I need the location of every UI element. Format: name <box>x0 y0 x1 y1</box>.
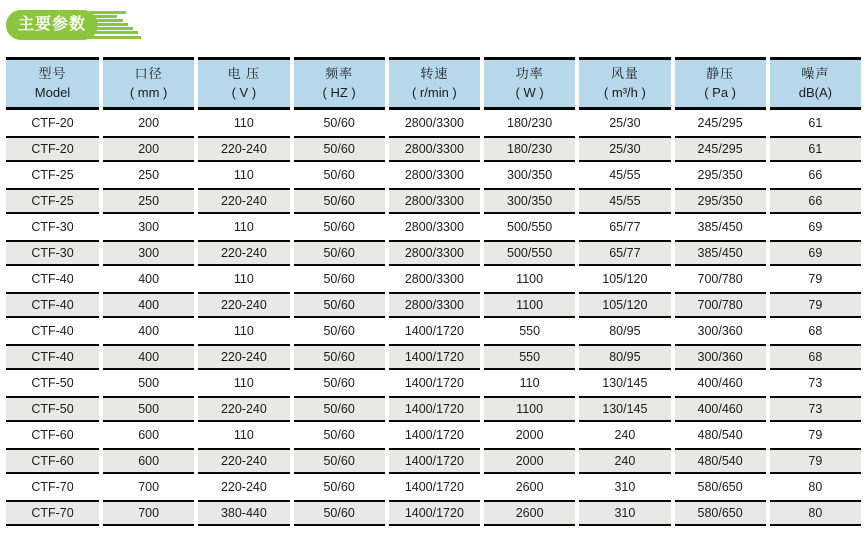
table-cell: 69 <box>770 214 861 240</box>
table-cell: 700 <box>103 474 194 500</box>
table-cell: 400 <box>103 318 194 344</box>
table-cell: 295/350 <box>675 162 766 188</box>
table-cell: 245/295 <box>675 110 766 136</box>
table-row <box>6 370 861 396</box>
column-name: 型号 <box>38 65 67 81</box>
table-cell: 2800/3300 <box>389 136 480 162</box>
table-cell: 73 <box>770 370 861 396</box>
table-cell: CTF-70 <box>6 500 99 526</box>
column-header-2 <box>198 57 289 110</box>
table-cell: 400/460 <box>675 396 766 422</box>
table-cell: 300/350 <box>484 162 575 188</box>
column-header-1 <box>103 57 194 110</box>
table-cell: 1100 <box>484 292 575 318</box>
table-cell: 1400/1720 <box>389 344 480 370</box>
table-cell: 600 <box>103 448 194 474</box>
table-cell: 50/60 <box>294 318 385 344</box>
table-cell: 550 <box>484 318 575 344</box>
table-row <box>6 500 861 526</box>
table-cell: 700 <box>103 500 194 526</box>
table-cell: 300/360 <box>675 318 766 344</box>
table-cell: 700/780 <box>675 266 766 292</box>
table-cell: 480/540 <box>675 422 766 448</box>
table-cell: 1400/1720 <box>389 500 480 526</box>
table-cell: 50/60 <box>294 240 385 266</box>
column-header-4 <box>389 57 480 110</box>
table-row <box>6 162 861 188</box>
table-cell: 50/60 <box>294 500 385 526</box>
table-cell: 110 <box>198 422 289 448</box>
table-cell: 180/230 <box>484 136 575 162</box>
table-cell: 385/450 <box>675 240 766 266</box>
table-cell: CTF-40 <box>6 292 99 318</box>
table-cell: 68 <box>770 318 861 344</box>
table-cell: 105/120 <box>579 266 670 292</box>
table-row <box>6 318 861 344</box>
table-row <box>6 474 861 500</box>
table-cell: 61 <box>770 136 861 162</box>
table-cell: CTF-40 <box>6 344 99 370</box>
column-header-3 <box>294 57 385 110</box>
table-cell: 110 <box>198 318 289 344</box>
table-cell: 220-240 <box>198 188 289 214</box>
table-cell: 1400/1720 <box>389 318 480 344</box>
column-header-5 <box>484 57 575 110</box>
column-header-0 <box>6 57 99 110</box>
section-title: 主要参数 <box>17 16 86 33</box>
table-cell: 25/30 <box>579 136 670 162</box>
table-cell: 2800/3300 <box>389 266 480 292</box>
table-cell: 50/60 <box>294 110 385 136</box>
table-cell: 65/77 <box>579 214 670 240</box>
table-cell: 1400/1720 <box>389 396 480 422</box>
table-cell: 600 <box>103 422 194 448</box>
table-cell: CTF-40 <box>6 318 99 344</box>
table-cell: 245/295 <box>675 136 766 162</box>
table-cell: 110 <box>198 162 289 188</box>
column-unit: dB(A) <box>798 84 832 100</box>
table-cell: 50/60 <box>294 474 385 500</box>
table-cell: 220-240 <box>198 240 289 266</box>
table-cell: 700/780 <box>675 292 766 318</box>
column-unit: ( W ) <box>515 84 544 100</box>
table-cell: 2000 <box>484 422 575 448</box>
table-cell: 2800/3300 <box>389 110 480 136</box>
column-unit: ( V ) <box>231 84 257 100</box>
parameters-table <box>6 57 861 526</box>
table-cell: 300 <box>103 240 194 266</box>
table-row <box>6 214 861 240</box>
table-row <box>6 292 861 318</box>
column-unit: ( r/min ) <box>411 84 457 100</box>
table-cell: 2800/3300 <box>389 240 480 266</box>
table-cell: 79 <box>770 266 861 292</box>
table-cell: 80/95 <box>579 344 670 370</box>
column-unit: ( m³/h ) <box>603 84 646 100</box>
table-cell: CTF-20 <box>6 136 99 162</box>
section-title-badge <box>0 0 260 50</box>
table-cell: CTF-25 <box>6 162 99 188</box>
table-cell: 110 <box>484 370 575 396</box>
table-cell: 500/550 <box>484 214 575 240</box>
table-cell: 200 <box>103 110 194 136</box>
table-cell: 220-240 <box>198 136 289 162</box>
table-cell: 500 <box>103 370 194 396</box>
table-cell: 2800/3300 <box>389 162 480 188</box>
table-cell: 240 <box>579 448 670 474</box>
table-cell: 50/60 <box>294 214 385 240</box>
table-row <box>6 396 861 422</box>
table-cell: 50/60 <box>294 422 385 448</box>
table-cell: 580/650 <box>675 474 766 500</box>
table-cell: 1100 <box>484 396 575 422</box>
table-cell: 300/360 <box>675 344 766 370</box>
table-header-row <box>6 57 861 110</box>
column-name: 转速 <box>420 65 449 81</box>
column-name: 风量 <box>610 65 639 81</box>
table-cell: 66 <box>770 188 861 214</box>
table-cell: CTF-50 <box>6 370 99 396</box>
table-cell: CTF-30 <box>6 214 99 240</box>
column-unit: ( Pa ) <box>704 84 737 100</box>
table-cell: 45/55 <box>579 162 670 188</box>
table-cell: 79 <box>770 292 861 318</box>
column-name: 静压 <box>706 65 735 81</box>
table-cell: 25/30 <box>579 110 670 136</box>
table-cell: 50/60 <box>294 162 385 188</box>
table-cell: 80 <box>770 500 861 526</box>
column-name: 频率 <box>325 65 354 81</box>
table-cell: 500/550 <box>484 240 575 266</box>
table-cell: 480/540 <box>675 448 766 474</box>
table-cell: 220-240 <box>198 474 289 500</box>
table-cell: 79 <box>770 448 861 474</box>
table-cell: 180/230 <box>484 110 575 136</box>
table-cell: 110 <box>198 370 289 396</box>
table-cell: CTF-60 <box>6 422 99 448</box>
table-cell: 80 <box>770 474 861 500</box>
table-cell: 385/450 <box>675 214 766 240</box>
column-name: 口径 <box>134 65 163 81</box>
table-cell: 295/350 <box>675 188 766 214</box>
table-cell: 400 <box>103 292 194 318</box>
column-name: 电 压 <box>227 65 261 81</box>
table-cell: 400/460 <box>675 370 766 396</box>
table-row <box>6 136 861 162</box>
table-cell: 69 <box>770 240 861 266</box>
table-cell: 110 <box>198 214 289 240</box>
table-cell: 50/60 <box>294 370 385 396</box>
table-cell: 50/60 <box>294 344 385 370</box>
table-cell: 550 <box>484 344 575 370</box>
table-cell: 80/95 <box>579 318 670 344</box>
table-cell: 2600 <box>484 500 575 526</box>
table-cell: 250 <box>103 188 194 214</box>
table-cell: 1400/1720 <box>389 370 480 396</box>
table-row <box>6 448 861 474</box>
table-cell: 380-440 <box>198 500 289 526</box>
column-name: 噪声 <box>801 65 830 81</box>
table-row <box>6 422 861 448</box>
table-cell: 73 <box>770 396 861 422</box>
table-cell: 310 <box>579 474 670 500</box>
table-cell: 400 <box>103 344 194 370</box>
table-cell: CTF-70 <box>6 474 99 500</box>
table-cell: 220-240 <box>198 396 289 422</box>
table-cell: 240 <box>579 422 670 448</box>
table-cell: 2800/3300 <box>389 214 480 240</box>
table-cell: 110 <box>198 110 289 136</box>
table-cell: CTF-30 <box>6 240 99 266</box>
table-cell: 79 <box>770 422 861 448</box>
table-cell: 400 <box>103 266 194 292</box>
table-cell: 250 <box>103 162 194 188</box>
table-cell: CTF-60 <box>6 448 99 474</box>
table-cell: 300/350 <box>484 188 575 214</box>
table-cell: 130/145 <box>579 396 670 422</box>
table-cell: CTF-50 <box>6 396 99 422</box>
table-cell: 220-240 <box>198 292 289 318</box>
table-cell: 500 <box>103 396 194 422</box>
table-cell: 2800/3300 <box>389 292 480 318</box>
table-cell: 2800/3300 <box>389 188 480 214</box>
table-cell: 50/60 <box>294 136 385 162</box>
table-cell: 45/55 <box>579 188 670 214</box>
table-cell: 220-240 <box>198 448 289 474</box>
table-cell: 300 <box>103 214 194 240</box>
table-cell: 130/145 <box>579 370 670 396</box>
column-unit: ( mm ) <box>129 84 168 100</box>
table-cell: 2000 <box>484 448 575 474</box>
table-row <box>6 240 861 266</box>
table-cell: 50/60 <box>294 396 385 422</box>
table-cell: 110 <box>198 266 289 292</box>
column-header-7 <box>675 57 766 110</box>
column-header-8 <box>770 57 861 110</box>
table-cell: 2600 <box>484 474 575 500</box>
table-cell: 1400/1720 <box>389 448 480 474</box>
column-unit: Model <box>34 84 71 100</box>
table-cell: 310 <box>579 500 670 526</box>
table-cell: CTF-25 <box>6 188 99 214</box>
table-row <box>6 344 861 370</box>
table-row <box>6 110 861 136</box>
table-cell: 1400/1720 <box>389 422 480 448</box>
table-cell: 200 <box>103 136 194 162</box>
table-cell: 50/60 <box>294 292 385 318</box>
table-cell: 50/60 <box>294 188 385 214</box>
table-cell: 580/650 <box>675 500 766 526</box>
table-row <box>6 266 861 292</box>
column-header-6 <box>579 57 670 110</box>
table-cell: 65/77 <box>579 240 670 266</box>
table-row <box>6 188 861 214</box>
column-unit: ( HZ ) <box>322 84 356 100</box>
table-cell: 61 <box>770 110 861 136</box>
table-cell: 68 <box>770 344 861 370</box>
table-cell: 50/60 <box>294 448 385 474</box>
badge-pill <box>6 10 98 40</box>
table-cell: 66 <box>770 162 861 188</box>
table-cell: 50/60 <box>294 266 385 292</box>
table-cell: CTF-40 <box>6 266 99 292</box>
table-cell: CTF-20 <box>6 110 99 136</box>
column-name: 功率 <box>515 65 544 81</box>
table-cell: 105/120 <box>579 292 670 318</box>
table-cell: 1100 <box>484 266 575 292</box>
table-cell: 220-240 <box>198 344 289 370</box>
table-cell: 1400/1720 <box>389 474 480 500</box>
